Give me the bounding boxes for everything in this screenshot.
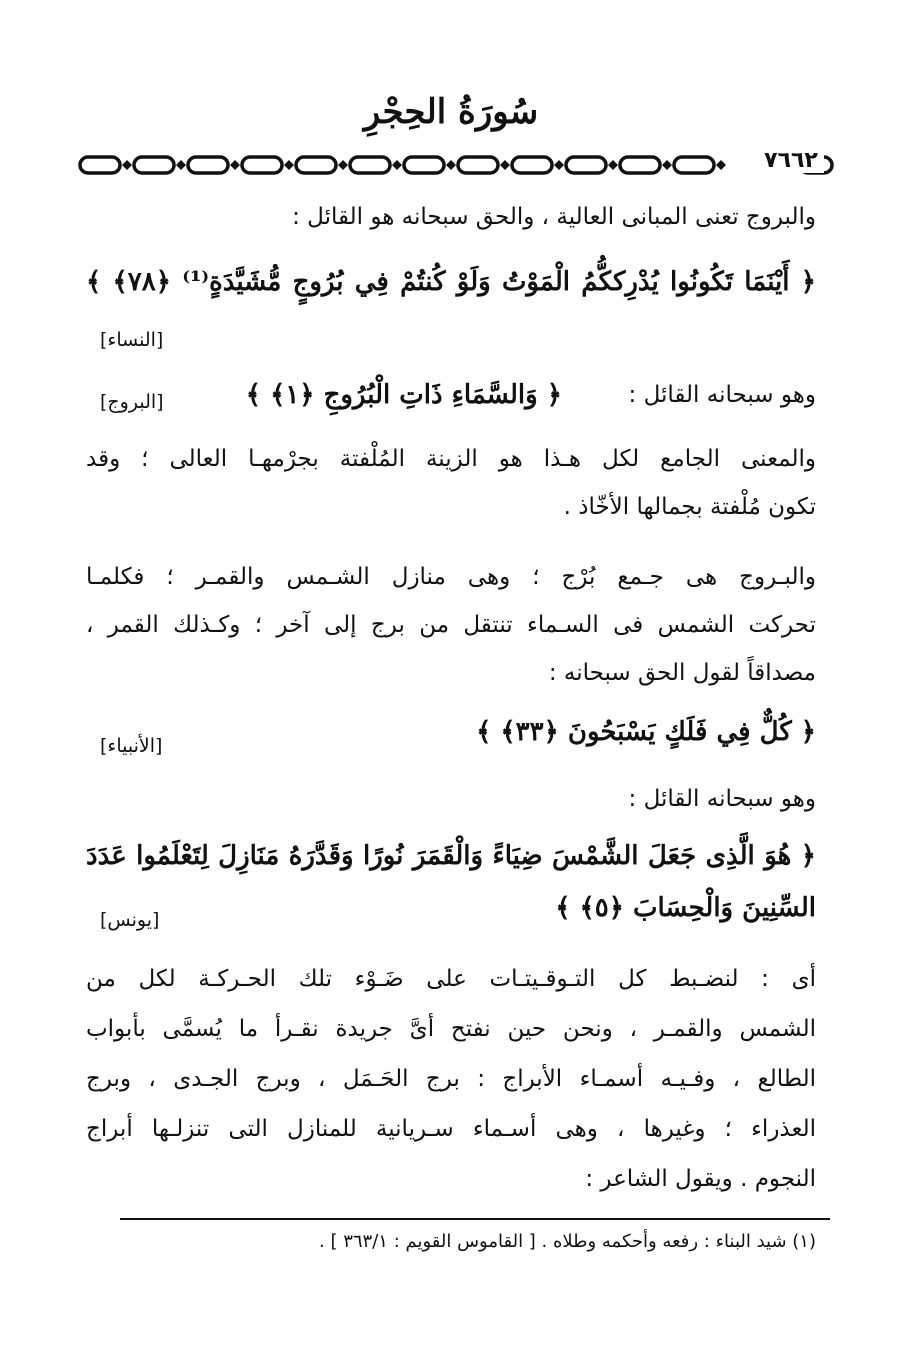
ornamental-header-border (78, 150, 836, 180)
body-line: الشمس والقمـر ، ونحن حين نفتح أىَّ جريدة نقـرأ ما يُسمَّى بأبواب (86, 1016, 816, 1042)
verse-reference: [الأنبياء] (100, 735, 163, 757)
body-line: مصداقاً لقول الحق سبحانه : (548, 660, 816, 686)
body-line: العذراء ؛ وغيرها ، وهى أسـماء سـريانية للمنازل التى تنزلـها أبراج (86, 1116, 816, 1142)
body-line: والمعنى الجامع لكل هـذا هو الزينة المُلْفتة بجرْمهـا العالى ؛ وقد (86, 446, 816, 472)
page-number: ٧٦٦٢ (758, 148, 824, 173)
verse-reference: [النساء] (100, 329, 164, 351)
quran-verse: ﴿ وَالسَّمَاءِ ذَاتِ الْبُرُوجِ ﴿١﴾ ﴾ (245, 380, 562, 410)
quran-verse: ﴿ هُوَ الَّذِى جَعَلَ الشَّمْسَ ضِيَاءً وَالْقَمَرَ نُورًا وَقَدَّرَهُ مَنَازِلَ لِتَعْلَمُوا عَدَدَ (86, 841, 816, 871)
body-line: وهو سبحانه القائل : (628, 786, 816, 812)
body-line: والبروج تعنى المبانى العالية ، والحق سبحانه هو القائل : (292, 204, 816, 230)
body-line: النجوم . ويقول الشاعر : (585, 1166, 816, 1192)
body-line: والبـروج هى جـمع بُرْج ؛ وهى منازل الشـمس والقمـر ؛ فكلمـا (86, 564, 816, 590)
verse-reference: [يونس] (100, 909, 160, 931)
quran-verse: ﴿ أَيْنَمَا تَكُونُوا يُدْرِككُّمُ الْمَوْتُ وَلَوْ كُنتُمْ فِي بُرُوجٍ مُّشَيَّدَةٍ⁽¹⁾ ﴿٧٨﴾ ﴾ (86, 267, 816, 297)
body-line: تكون مُلْفتة بجمالها الأخّاذ . (563, 494, 816, 520)
body-line: أى : لنضـبط كل التـوقـيتـات على ضَـوْء تلك الحـركـة لكل من (86, 966, 816, 992)
footnote: (١) شيد البناء : رفعه وأحكمه وطلاه . [ القاموس القويم : ٣٦٣/١ ] . (319, 1231, 816, 1252)
body-line: الطالع ، وفـيـه أسمـاء الأبراج : برج الحَـمَل ، وبرج الجـدى ، وبرج (86, 1066, 816, 1092)
body-line: وهو سبحانه القائل : (628, 382, 816, 408)
surah-title: سُورَةُ الحِجْرِ (363, 92, 539, 132)
quran-verse: ﴿ كُلٌّ فِي فَلَكٍ يَسْبَحُونَ ﴿٣٣﴾ ﴾ (476, 717, 816, 747)
verse-reference: [البروج] (100, 391, 164, 413)
quran-verse: السِّنِينَ وَالْحِسَابَ ﴿٥﴾ ﴾ (555, 893, 816, 923)
body-line: تحركت الشمس فى السـماء تنتقل من برج إلى آخر ؛ وكـذلك القمر ، (86, 612, 816, 638)
footnote-divider (120, 1218, 830, 1220)
